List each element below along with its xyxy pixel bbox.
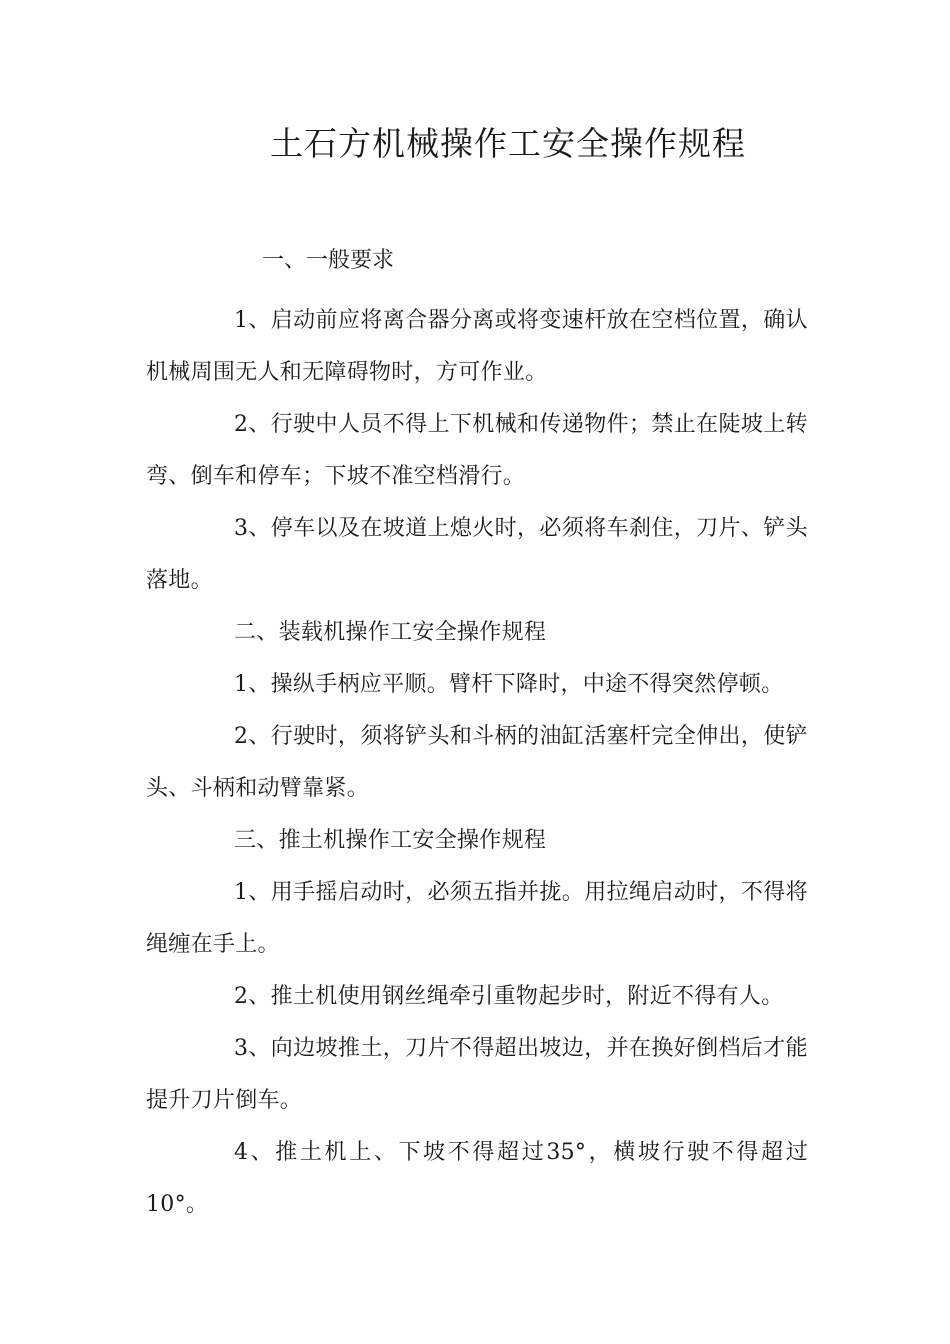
paragraph: 3、向边坡推土，刀片不得超出坡边，并在换好倒档后才能提升刀片倒车。 [146,1036,808,1113]
paragraph: 1、启动前应将离合器分离或将变速杆放在空档位置，确认机械周围无人和无障碍物时，方可作业。 [146,308,808,385]
paragraph: 1、操纵手柄应平顺。臂杆下降时，中途不得突然停顿。 [234,672,784,697]
document-body [146,295,808,1231]
paragraph: 3、停车以及在坡道上熄火时，必须将车刹住，刀片、铲头落地。 [146,516,808,593]
section-heading-loader: 二、装载机操作工安全操作规程 [234,620,547,645]
document-title: 土石方机械操作工安全操作规程 [270,124,746,163]
paragraph: 2、推土机使用钢丝绳牵引重物起步时，附近不得有人。 [234,984,784,1009]
section-heading-general: 一、一般要求 [262,248,395,273]
paragraph: 2、行驶中人员不得上下机械和传递物件；禁止在陡坡上转弯、倒车和停车；下坡不准空档滑行。 [146,412,808,489]
paragraph: 2、行驶时，须将铲头和斗柄的油缸活塞杆完全伸出，使铲头、斗柄和动臂靠紧。 [146,724,808,801]
paragraph: 4、推土机上、下坡不得超过35°，横坡行驶不得超过10°。 [146,1140,808,1217]
section-heading-bulldozer: 三、推土机操作工安全操作规程 [234,828,547,853]
paragraph: 1、用手摇启动时，必须五指并拢。用拉绳启动时，不得将绳缠在手上。 [146,880,808,957]
